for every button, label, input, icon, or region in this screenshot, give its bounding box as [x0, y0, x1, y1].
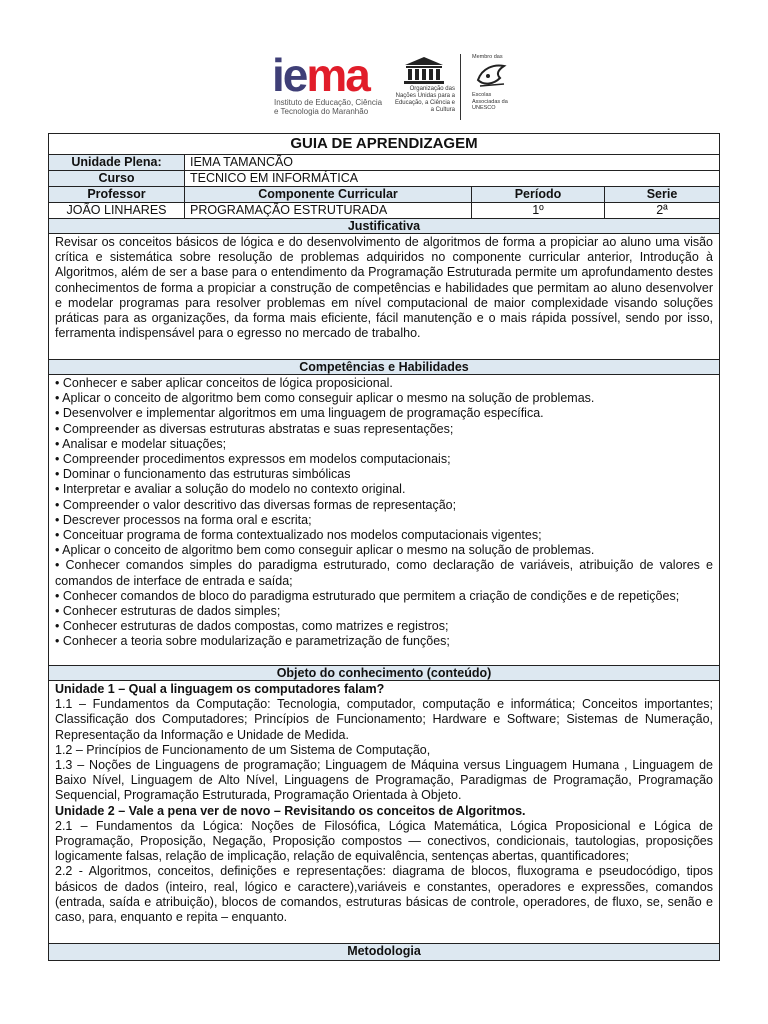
unesco-text: Organização das Nações Unidas para a Educação, a Ciência e a Cultura	[394, 86, 455, 113]
curso-value: TECNICO EM INFORMÁTICA	[190, 171, 359, 185]
list-item: 1.3 – Noções de Linguagens de programação; Linguagem de Máquina versus Linguagem Humana , Linguagem de Baixo Nível, Linguagem de Alto Nível, Linguagens de Programação, Paradigmas de Programação, Programação Sequencial, Programação Estruturada, Programação Orientada à Objeto.	[55, 758, 713, 803]
unesco-logo	[393, 56, 453, 118]
unidade-row	[49, 155, 719, 171]
unidade-value: IEMA TAMANCÃO	[190, 155, 294, 169]
serie-header: Serie	[646, 187, 678, 201]
list-item: 2.2 - Algoritmos, conceitos, definições e representações: diagrama de blocos, fluxograma e pseudocódigo, tipos básicos de dados (inteiro, real, lógico e caractere),variáveis e constantes, operadores e expressões, comandos (entrada, saída e atribuição), blocos de comandos, estruturas básicas de controle, operadores, de fluxo, se, senão e caso, para, enquanto e repita – enquanto.	[55, 864, 713, 925]
justificativa-title: Justificativa	[347, 219, 421, 233]
list-item: • Conhecer e saber aplicar conceitos de lógica proposicional.	[55, 376, 393, 390]
page-header	[0, 0, 768, 130]
aspnet-top-text: Membro das	[472, 54, 503, 60]
aspnet-logo	[468, 54, 518, 120]
objeto-row	[49, 681, 719, 944]
list-item: • Conhecer a teoria sobre modularização e parametrização de funções;	[55, 634, 450, 649]
list-item: • Compreender as diversas estruturas abstratas e suas representações;	[55, 421, 454, 436]
justificativa-header-row	[49, 219, 719, 234]
list-item: • Compreender procedimentos expressos em modelos computacionais;	[55, 452, 451, 467]
unidade2-title: Unidade 2 – Vale a pena ver de novo – Revisitando os conceitos de Algoritmos.	[55, 803, 526, 818]
metodologia-title: Metodologia	[347, 944, 421, 958]
curso-row	[49, 171, 719, 187]
list-item: • Conhecer estruturas de dados compostas, como matrizes e registros;	[55, 619, 449, 634]
unidade1-title: Unidade 1 – Qual a linguagem os computadores falam?	[55, 682, 385, 696]
aspnet-emblem-icon	[474, 62, 510, 90]
info-header-row	[49, 187, 719, 203]
componente-header: Componente Curricular	[185, 187, 472, 202]
list-item: • Conhecer comandos de bloco do paradigma estruturado que permitem a criação de condições e de repetições;	[55, 588, 680, 603]
competencias-title: Competências e Habilidades	[299, 360, 469, 374]
list-item: 1.1 – Fundamentos da Computação: Tecnologia, computador, computação e informática; Conceitos importantes; Classificação dos Computadores; Princípios de Funcionamento; Hardware e Software; Sistemas de Numeração, Representação da Informação e Unidade de Medida.	[55, 697, 713, 742]
competencias-row	[49, 375, 719, 666]
list-item: • Conceituar programa de forma contextualizado nos modelos computacionais vigentes;	[55, 528, 542, 543]
list-item: • Desenvolver e implementar algoritmos em uma linguagem de programação específica.	[55, 406, 544, 421]
list-item: 1.2 – Princípios de Funcionamento de um Sistema de Computação,	[55, 742, 431, 757]
professor-header: Professor	[49, 187, 185, 202]
unesco-temple-icon	[403, 56, 445, 86]
list-item: • Aplicar o conceito de algoritmo bem como conseguir aplicar o mesmo na solução de problemas.	[55, 543, 595, 558]
periodo-header: Período	[472, 187, 605, 202]
iema-subtitle: Instituto de Educação, Ciência e Tecnologia do Maranhão	[274, 98, 383, 116]
serie-value: 2ª	[656, 203, 668, 217]
iema-logo	[272, 49, 384, 122]
competencias-list	[49, 375, 719, 665]
justificativa-row	[49, 234, 719, 360]
unidade-label: Unidade Plena:	[49, 155, 185, 170]
componente-value: PROGRAMAÇÃO ESTRUTURADA	[185, 203, 472, 218]
learning-guide-table	[48, 133, 720, 961]
logo-divider	[460, 54, 461, 120]
list-item: • Descrever processos na forma oral e escrita;	[55, 512, 312, 527]
iema-logo-wordmark: iema	[272, 49, 369, 101]
list-item: • Dominar o funcionamento das estruturas simbólicas	[55, 467, 351, 482]
list-item: 2.1 – Fundamentos da Lógica: Noções de Filosófica, Lógica Matemática, Lógica Proposicional e Lógica de Programação, Proposição, Negação, Proposição compostos — conectivos, condicionais, tautologias, proposições logicamente falsas, relação de implicação, relação de equivalência, sentenças abertas, quantificadores;	[55, 818, 713, 864]
objeto-content	[49, 681, 719, 943]
list-item: • Conhecer estruturas de dados simples;	[55, 604, 281, 619]
metodologia-header-row	[49, 944, 719, 961]
list-item: • Compreender o valor descritivo das diversas formas de representação;	[55, 497, 457, 512]
curso-label: Curso	[49, 171, 185, 186]
list-item: • Analisar e modelar situações;	[55, 436, 227, 451]
periodo-value: 1º	[472, 203, 605, 218]
objeto-title: Objeto do conhecimento (conteúdo)	[276, 666, 492, 680]
professor-value: JOÃO LINHARES	[49, 203, 185, 218]
aspnet-text: Escolas Associadas da UNESCO	[472, 92, 508, 111]
list-item: • Interpretar e avaliar a solução do modelo no contexto original.	[55, 482, 406, 497]
list-item: • Aplicar o conceito de algoritmo bem como conseguir aplicar o mesmo na solução de problemas.	[55, 391, 595, 406]
page-title: GUIA DE APRENDIZAGEM	[290, 135, 478, 152]
title-row	[49, 134, 719, 155]
info-value-row	[49, 203, 719, 219]
competencias-header-row	[49, 360, 719, 375]
justificativa-text: Revisar os conceitos básicos de lógica e do desenvolvimento de algoritmos de forma a propiciar ao aluno uma visão crítica e sistemática sobre resolução de problemas adquiridos no componente curricular anterior, Introdução à Algoritmos, além de ser a base para o entendimento da Programação Estruturada permite um aprofundamento destes conhecimentos de forma a propiciar a construção de competências e habilidades que permitam ao aluno desenvolver e modelar programas para resolver problemas em nível computacional de maior complexidade visando soluções práticas para as organizações, da forma mais eficiente, fácil manutenção e o mais rápida possível, sendo por isso, ferramenta indispensável para o egresso no mercado de trabalho.	[55, 235, 713, 341]
list-item: • Conhecer comandos simples do paradigma estruturado, como declaração de variáveis, atribuição de valores e comandos de interface de entrada e saída;	[55, 558, 713, 588]
objeto-header-row	[49, 666, 719, 681]
